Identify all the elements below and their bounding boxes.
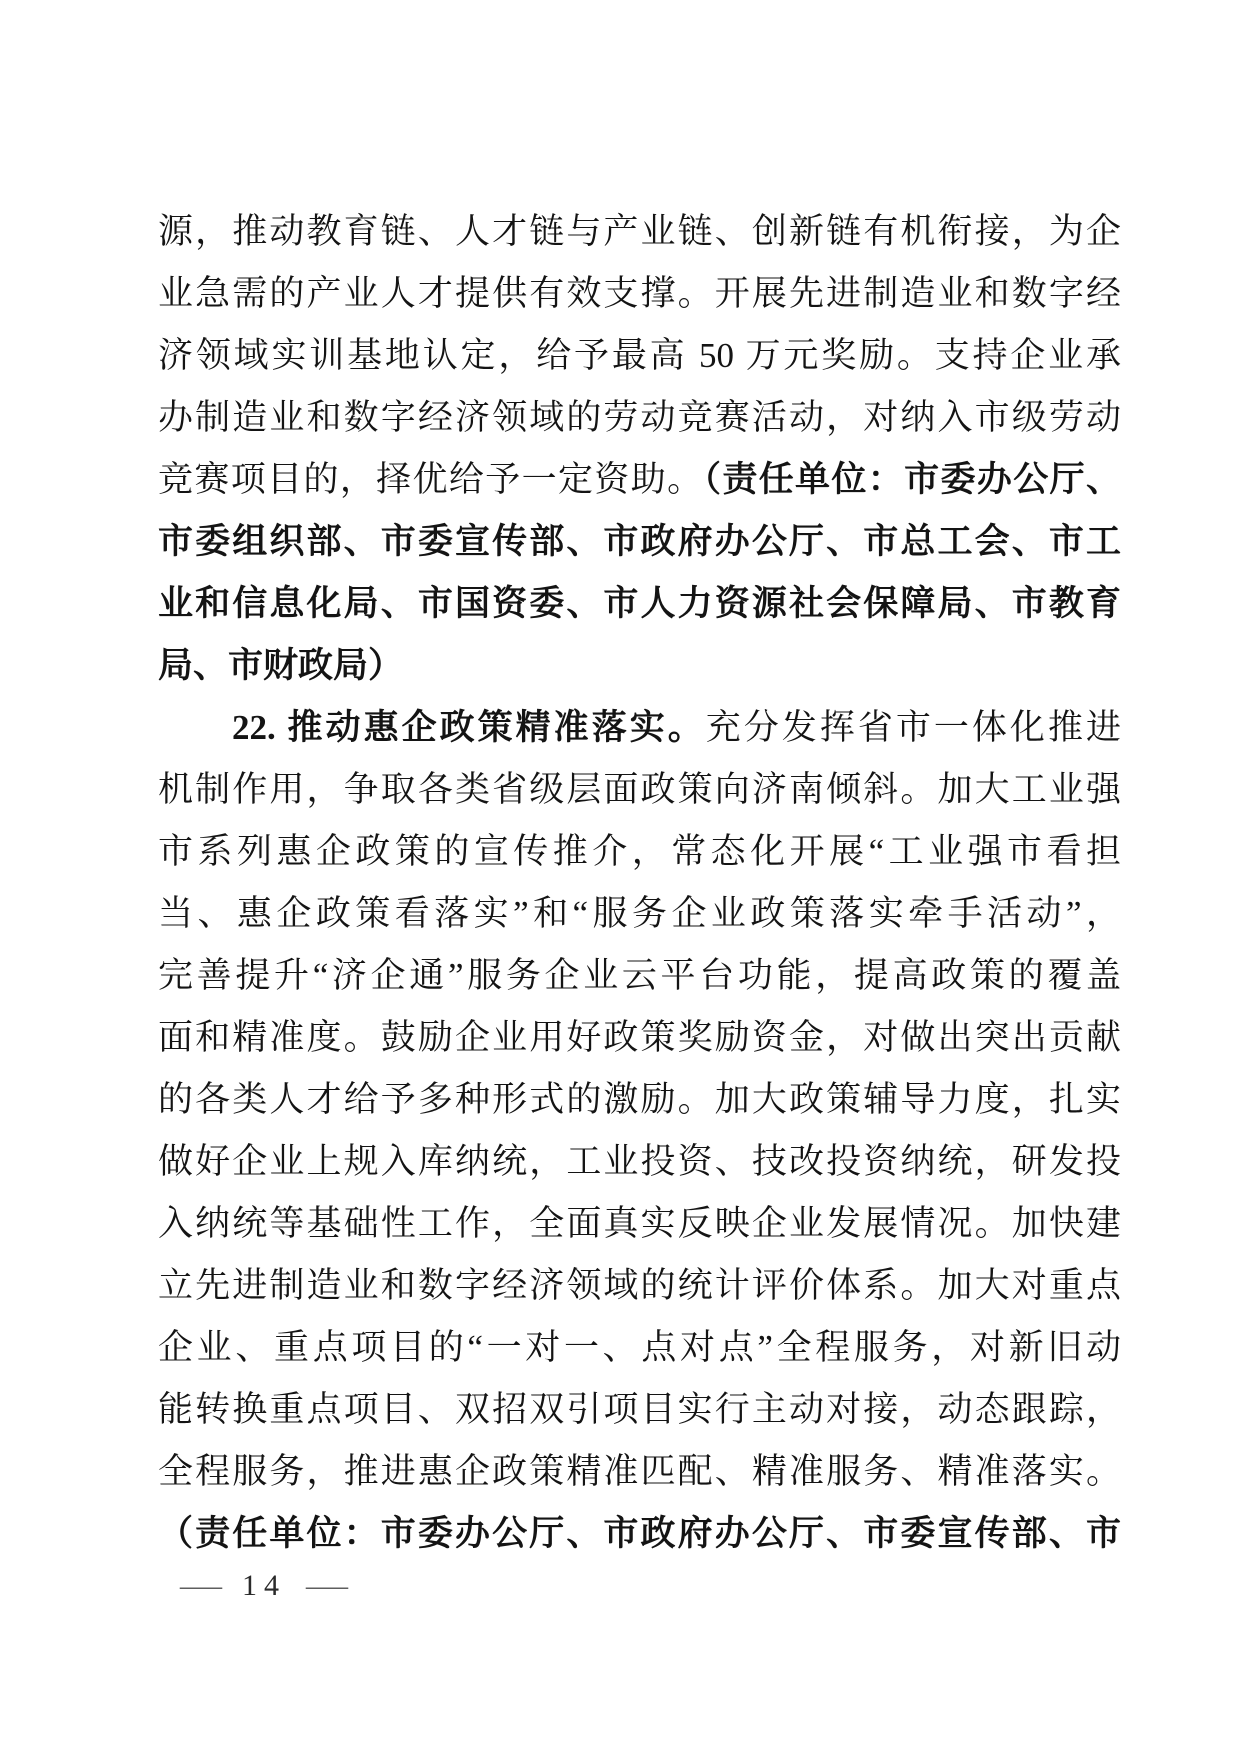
text-segment: 做好企业上规入库纳统，工业投资、技改投资纳统，研发投 [158, 1142, 1121, 1181]
text-segment: 当、惠企政策看落实”和“服务企业政策落实牵手活动”， [158, 894, 1121, 933]
text-segment: 能转换重点项目、双招双引项目实行主动对接，动态跟踪， [158, 1390, 1121, 1429]
text-segment: 业急需的产业人才提供有效支撑。开展先进制造业和数字经 [158, 274, 1121, 313]
footer-dash-right: — [306, 1569, 348, 1602]
bold-text-segment: 业和信息化局、市国资委、市人力资源社会保障局、市教育 [158, 584, 1121, 623]
text-line [158, 201, 1121, 263]
text-line [158, 511, 1121, 573]
text-line [158, 387, 1121, 449]
text-segment: 机制作用，争取各类省级层面政策向济南倾斜。加大工业强 [158, 770, 1121, 809]
text-line [158, 1503, 1121, 1565]
text-line [158, 1317, 1121, 1379]
text-line [158, 263, 1121, 325]
bold-text-segment: 局、市财政局） [158, 646, 404, 685]
text-segment: 市系列惠企政策的宣传推介，常态化开展“工业强市看担 [158, 832, 1121, 871]
text-segment: 立先进制造业和数字经济领域的统计评价体系。加大对重点 [158, 1266, 1121, 1305]
text-segment: 入纳统等基础性工作，全面真实反映企业发展情况。加快建 [158, 1204, 1121, 1243]
text-line [158, 1007, 1121, 1069]
text-line [158, 945, 1121, 1007]
text-line [158, 325, 1121, 387]
page-number: 14 [242, 1569, 286, 1602]
text-block [158, 201, 1121, 1565]
text-segment: 全程服务，推进惠企政策精准匹配、精准服务、精准落实。 [158, 1452, 1121, 1491]
text-segment: 面和精准度。鼓励企业用好政策奖励资金，对做出突出贡献 [158, 1018, 1121, 1057]
text-line [158, 883, 1121, 945]
text-segment: 企业、重点项目的“一对一、点对点”全程服务，对新旧动 [158, 1328, 1121, 1367]
text-line [158, 1131, 1121, 1193]
text-segment: 竞赛项目的，择优给予一定资助。 [158, 460, 704, 499]
text-line [158, 1069, 1121, 1131]
bold-text-segment: （责任单位：市委办公厅、 [703, 460, 1121, 499]
text-segment: 源，推动教育链、人才链与产业链、创新链有机衔接，为企 [158, 212, 1121, 251]
text-line [158, 821, 1121, 883]
text-segment: 充分发挥省市一体化推进 [705, 708, 1121, 747]
text-line [158, 759, 1121, 821]
page-footer [180, 1566, 348, 1606]
text-line [158, 1379, 1121, 1441]
bold-text-segment: 22. 推动惠企政策精准落实。 [232, 708, 706, 747]
text-line [158, 449, 1121, 511]
footer-dash-left: — [180, 1569, 222, 1602]
text-segment: 办制造业和数字经济领域的劳动竞赛活动，对纳入市级劳动 [158, 398, 1121, 437]
text-segment: 的各类人才给予多种形式的激励。加大政策辅导力度，扎实 [158, 1080, 1121, 1119]
text-line [158, 1255, 1121, 1317]
text-line [158, 573, 1121, 635]
text-line [158, 635, 1121, 697]
text-line [158, 697, 1121, 759]
text-line [158, 1193, 1121, 1255]
bold-text-segment: （责任单位：市委办公厅、市政府办公厅、市委宣传部、市 [158, 1514, 1121, 1553]
text-segment: 济领域实训基地认定，给予最高 50 万元奖励。支持企业承 [158, 336, 1121, 375]
text-line [158, 1441, 1121, 1503]
text-segment: 完善提升“济企通”服务企业云平台功能，提高政策的覆盖 [158, 956, 1121, 995]
bold-text-segment: 市委组织部、市委宣传部、市政府办公厅、市总工会、市工 [158, 522, 1121, 561]
